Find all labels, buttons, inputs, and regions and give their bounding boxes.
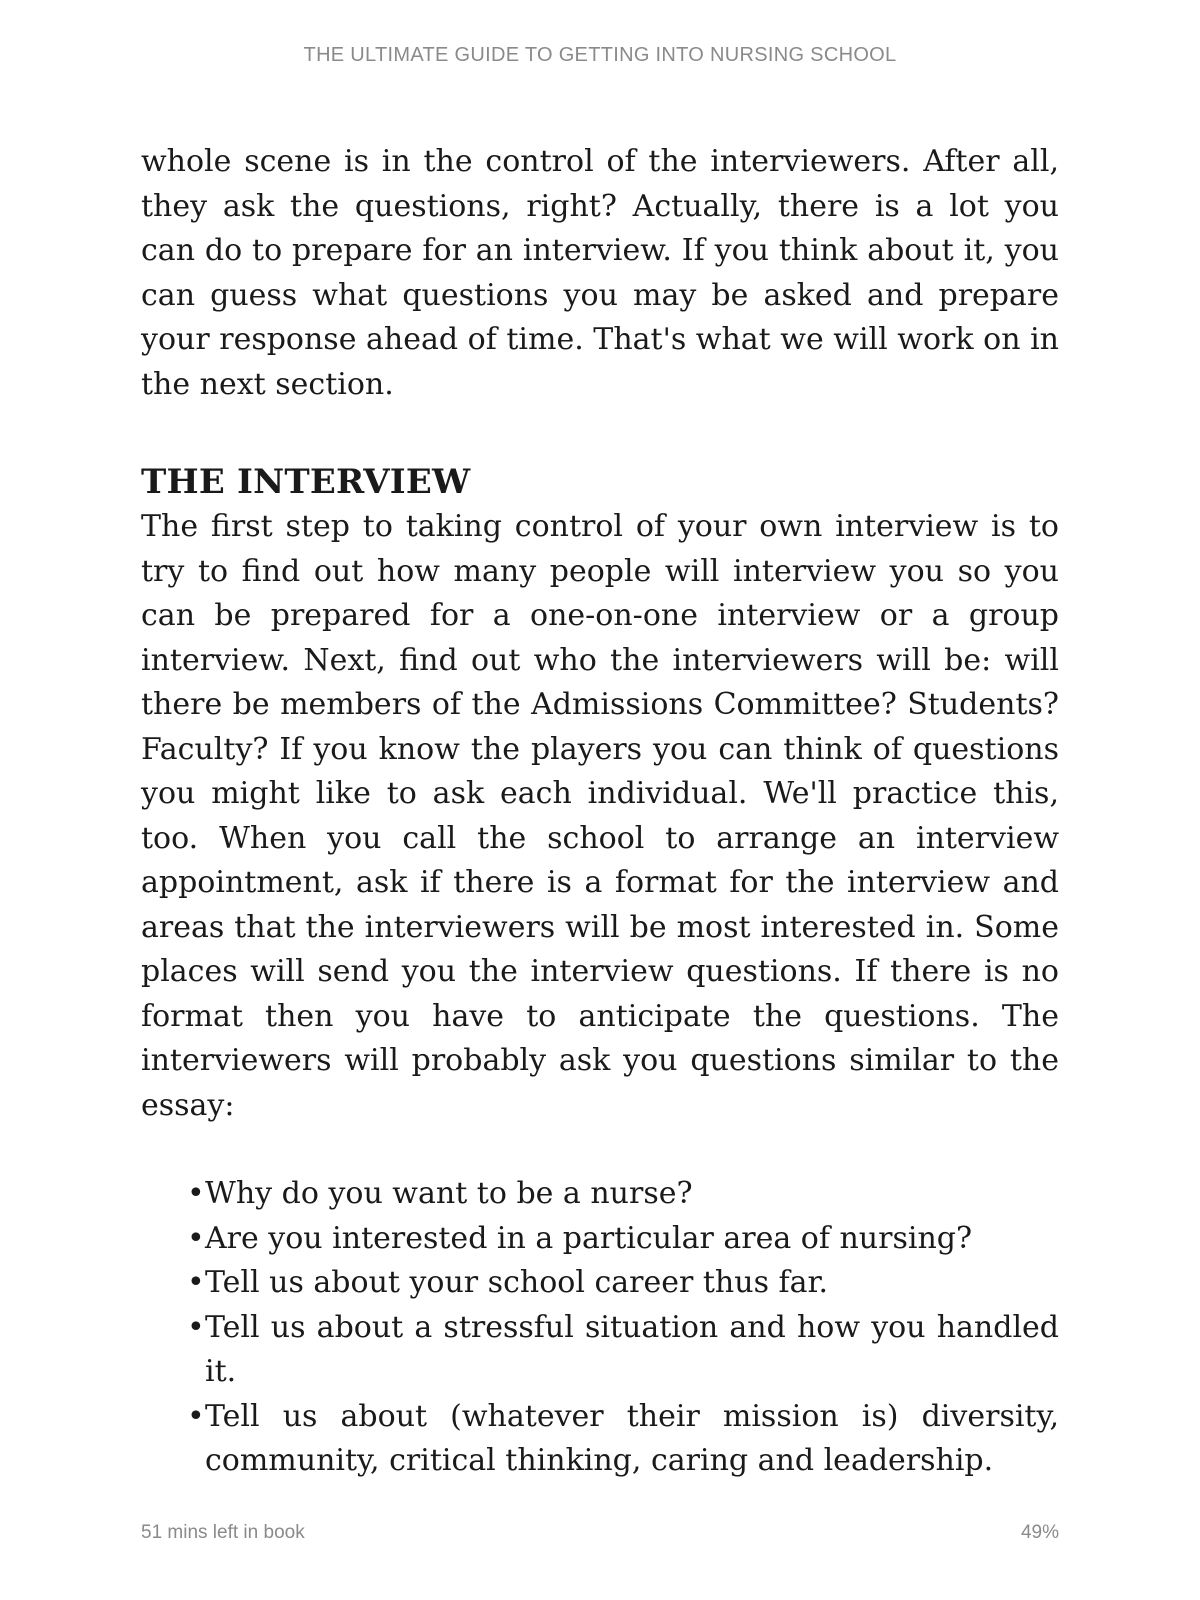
interview-questions-list	[141, 1172, 1059, 1484]
time-left-label[interactable]: 51 mins left in book	[141, 1522, 305, 1543]
question-text: Tell us about (whatever their mission is) diversity, community, critical thinking, caring and leadership.	[205, 1398, 1059, 1478]
list-item	[187, 1172, 1059, 1217]
question-text: Tell us about your school career thus far.	[205, 1265, 829, 1300]
bullet-icon: •	[187, 1398, 205, 1434]
bullet-icon: •	[187, 1309, 205, 1345]
section-heading: THE INTERVIEW	[141, 462, 471, 502]
progress-percent-label[interactable]: 49%	[1020, 1522, 1059, 1543]
question-text: Why do you want to be a nurse?	[205, 1176, 693, 1211]
intro-paragraph: whole scene is in the control of the interviewers. After all, they ask the questions, right? Actually, there is a lot you can do to prepare for an interview. If you think about it, you can guess what questions you may be asked and prepare your response ahead of time. That's what we will work on in the next section.	[141, 144, 1059, 402]
page-content	[141, 140, 1059, 1484]
list-item	[187, 1395, 1059, 1484]
list-item	[187, 1306, 1059, 1395]
list-item	[187, 1217, 1059, 1262]
bullet-icon: •	[187, 1220, 205, 1256]
question-text: Tell us about a stressful situation and how you handled it.	[205, 1309, 1059, 1389]
bullet-icon: •	[187, 1265, 205, 1300]
list-item	[187, 1261, 1059, 1306]
section-paragraph: The first step to taking control of your own interview is to try to find out how many people will interview you so you can be prepared for a one-on-one interview or a group interview. Next, find out who the interviewers will be: will there be members of the Admissions Committee? Students? Faculty? If you know the players you can think of questions you might like to ask each individual. We'll practice this, too. When you call the school to arrange an interview appointment, ask if there is a format for the interview and areas that the interviewers will be most interested in. Some places will send you the interview questions. If there is no format then you have to anticipate the questions. The interviewers will probably ask you questions similar to the essay:	[141, 509, 1059, 1123]
running-header-title: THE ULTIMATE GUIDE TO GETTING INTO NURSING SCHOOL	[303, 44, 897, 66]
bullet-icon: •	[187, 1176, 205, 1211]
question-text: Are you interested in a particular area of nursing?	[205, 1220, 973, 1256]
